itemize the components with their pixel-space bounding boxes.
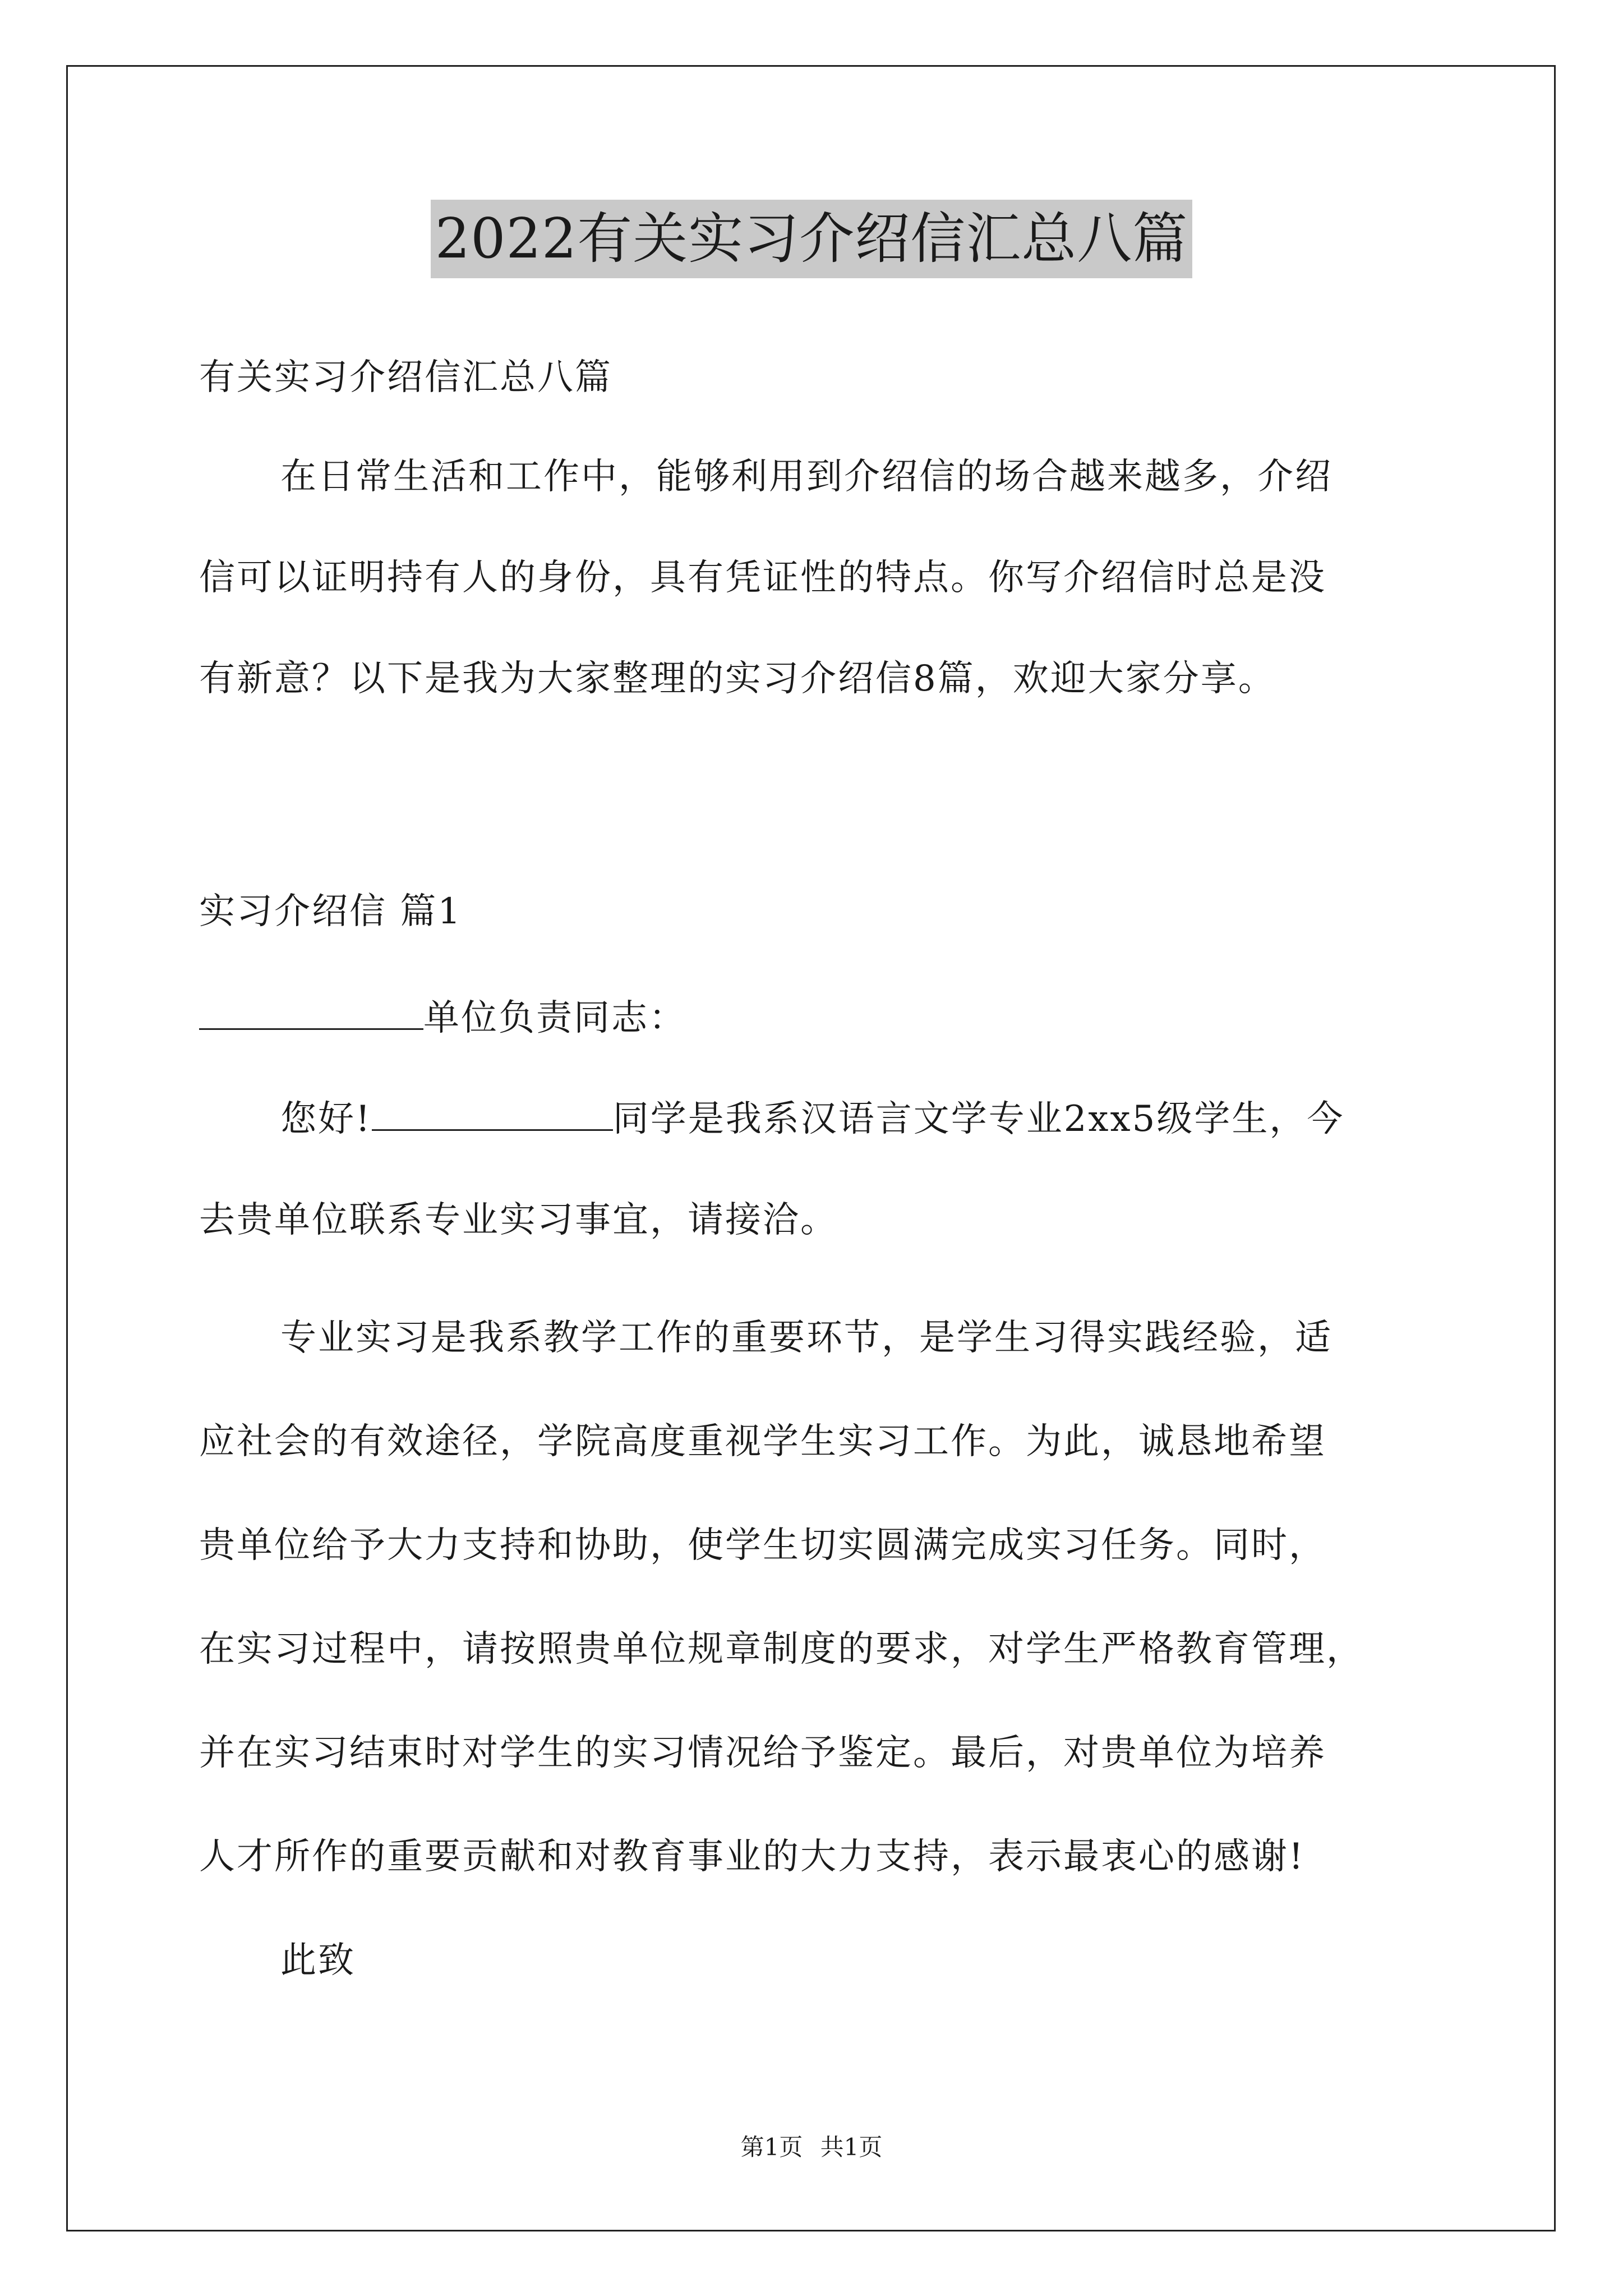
greeting-prefix: 您好!	[280, 1098, 372, 1140]
body-line-2: 应社会的有效途径，学院高度重视学生实习工作。为此，诚恳地希望	[199, 1421, 1326, 1462]
salutation-blank	[199, 993, 423, 1030]
intro-line-2: 信可以证明持有人的身份，具有凭证性的特点。你写介绍信时总是没	[199, 557, 1326, 599]
greeting-line-2: 去贵单位联系专业实习事宜，请接洽。	[199, 1199, 838, 1241]
title-wrap	[0, 200, 1623, 278]
document-title: 2022有关实习介绍信汇总八篇	[431, 200, 1192, 278]
intro-line-1: 在日常生活和工作中，能够利用到介绍信的场合越来越多，介绍	[280, 456, 1332, 498]
body-line-3: 贵单位给予大力支持和协助，使学生切实圆满完成实习任务。同时，	[199, 1525, 1326, 1566]
body-line-5: 并在实习结束时对学生的实习情况给予鉴定。最后，对贵单位为培养	[199, 1732, 1326, 1774]
closing: 此致	[280, 1940, 356, 1981]
salutation-text: 单位负责同志：	[423, 997, 686, 1039]
page-footer: 第1页 共1页	[740, 2133, 883, 2161]
body-line-4: 在实习过程中，请按照贵单位规章制度的要求，对学生严格教育管理，	[199, 1628, 1364, 1670]
subtitle: 有关实习介绍信汇总八篇	[199, 357, 612, 398]
greeting-line-1	[280, 1094, 1344, 1144]
student-name-blank	[372, 1094, 613, 1131]
section-heading: 实习介绍信 篇1	[199, 891, 463, 932]
greeting-rest: 同学是我系汉语言文学专业2xx5级学生，今	[612, 1098, 1345, 1140]
intro-line-3: 有新意？以下是我为大家整理的实习介绍信8篇，欢迎大家分享。	[199, 658, 1276, 700]
body-line-6: 人才所作的重要贡献和对教育事业的大力支持，表示最衷心的感谢!	[199, 1836, 1305, 1878]
body-line-1: 专业实习是我系教学工作的重要环节，是学生习得实践经验，适	[280, 1317, 1332, 1359]
salutation	[199, 993, 686, 1043]
